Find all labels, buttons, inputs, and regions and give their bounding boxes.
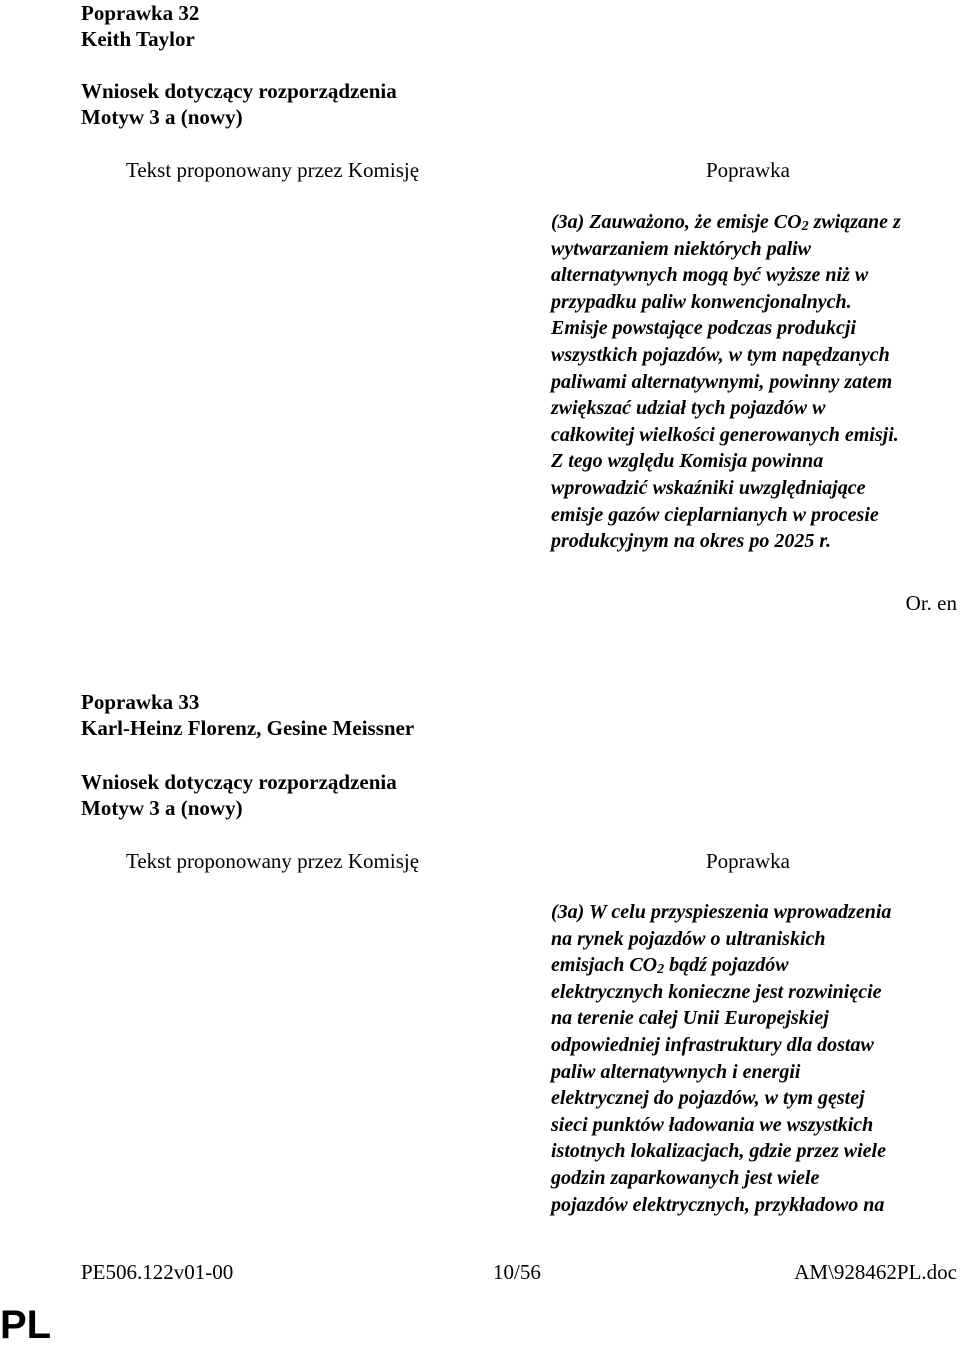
text-line: zwiększać udział tych pojazdów w (551, 397, 826, 420)
text-line: emisjach $CO_2$ bądź pojazdów (551, 954, 789, 978)
text-line: przypadku paliw konwencjonalnych. (551, 290, 852, 313)
text-line: emisje gazów cieplarnianych w procesie (551, 503, 879, 526)
footer-file-name: AM\928462PL.doc (794, 1260, 957, 1284)
text-line: na terenie całej Unii Europejskiej (551, 1007, 829, 1030)
text-line: Emisje powstające podczas produkcji (551, 317, 856, 340)
text-line: wszystkich pojazdów, w tym napędzanych (551, 343, 890, 366)
amendment-author: Keith Taylor (81, 27, 195, 51)
text-line: sieci punktów ładowania we wszystkich (551, 1113, 874, 1136)
text-line: paliw alternatywnych i energii (551, 1060, 801, 1083)
proposal-title: Wniosek dotyczący rozporządzenia (81, 79, 397, 103)
recital-reference: Motyw 3 a (nowy) (81, 796, 243, 820)
text-line: (3a) Zauważono, że emisje $CO_2$ związane z (551, 211, 901, 234)
footer-doc-reference: PE506.122v01-00 (81, 1260, 234, 1284)
amendment-author: Karl-Heinz Florenz, Gesine Meissner (81, 716, 415, 740)
text-line: Z tego względu Komisja powinna (551, 450, 824, 473)
column-header-commission-text: Tekst proponowany przez Komisję (126, 849, 420, 873)
amendment-text (551, 209, 951, 555)
amendment-text (551, 899, 951, 1218)
proposal-title: Wniosek dotyczący rozporządzenia (81, 770, 397, 794)
text-line: odpowiedniej infrastruktury dla dostaw (551, 1033, 874, 1056)
language-code: PL (0, 1303, 52, 1347)
column-header-commission-text: Tekst proponowany przez Komisję (126, 158, 420, 182)
text-line: produkcyjnym na okres po 2025 r. (551, 530, 832, 553)
text-line: wprowadzić wskaźniki uwzględniające (551, 476, 866, 499)
text-line: elektrycznej do pojazdów, w tym gęstej (551, 1087, 865, 1110)
text-line: wytwarzaniem niektórych paliw (551, 237, 812, 260)
amendment-number: Poprawka 32 (81, 1, 200, 25)
text-line: godzin zaparkowanych jest wiele (551, 1166, 820, 1189)
column-header-amendment: Poprawka (706, 158, 790, 182)
text-line: alternatywnych mogą być wyższe niż w (551, 264, 869, 287)
text-line: na rynek pojazdów o ultraniskich (551, 927, 826, 950)
column-header-amendment: Poprawka (706, 849, 790, 873)
text-line: paliwami alternatywnymi, powinny zatem (551, 370, 893, 393)
text-line: pojazdów elektrycznych, przykładowo na (551, 1193, 885, 1216)
text-line: istotnych lokalizacjach, gdzie przez wiele (551, 1140, 886, 1163)
amendment-number: Poprawka 33 (81, 690, 200, 714)
text-line: (3a) W celu przyspieszenia wprowadzenia (551, 901, 892, 923)
original-language: Or. en (905, 591, 957, 615)
recital-reference: Motyw 3 a (nowy) (81, 105, 243, 129)
text-line: całkowitej wielkości generowanych emisji. (551, 423, 899, 446)
text-line: elektrycznych konieczne jest rozwinięcie (551, 980, 882, 1003)
footer-page-number: 10/56 (493, 1260, 541, 1284)
